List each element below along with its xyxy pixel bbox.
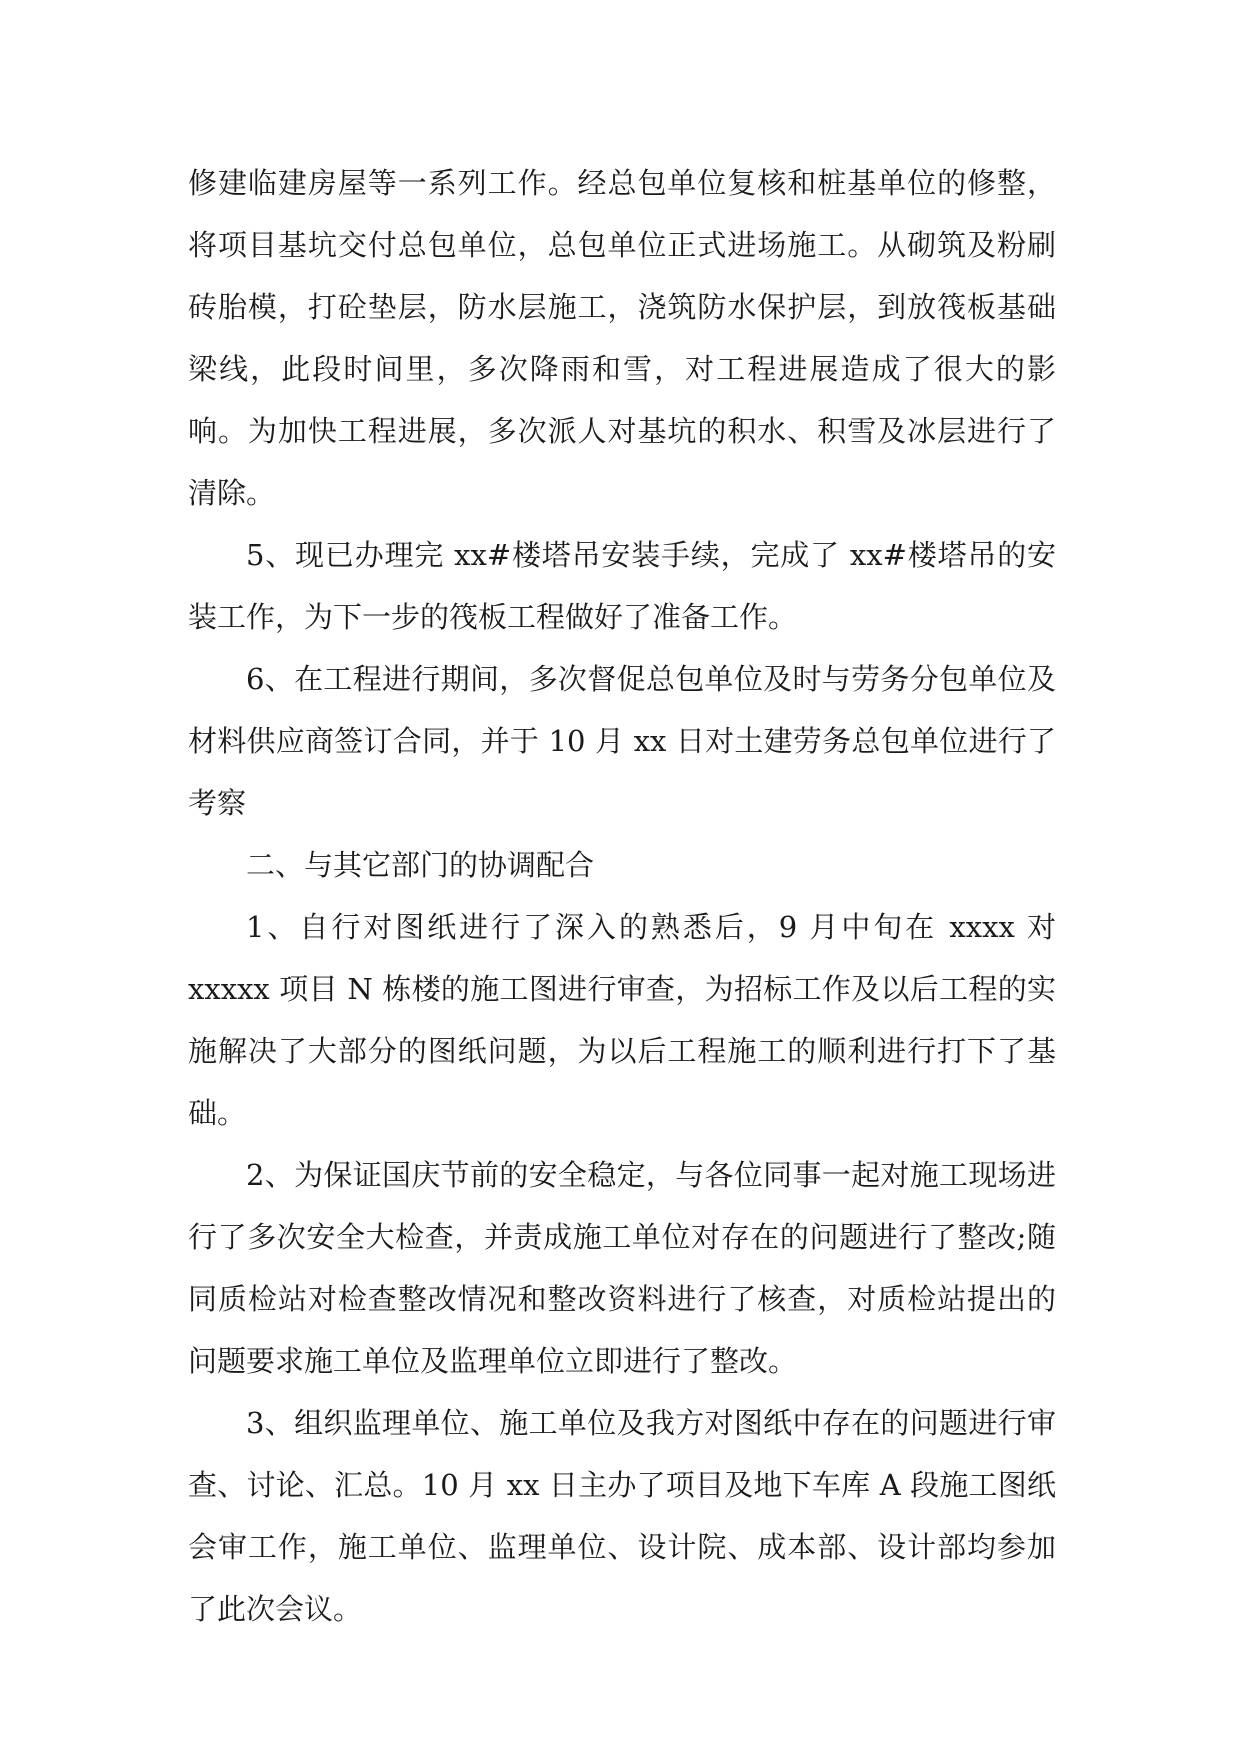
paragraph-item-5: 5、现已办理完 xx#楼塔吊安装手续，完成了 xx#楼塔吊的安装工作，为下一步的筏板工程做好了准备工作。 bbox=[188, 538, 1056, 634]
paragraph-sub-item-2: 2、为保证国庆节前的安全稳定，与各位同事一起对施工现场进行了多次安全大检查，并责成施工单位对存在的问题进行了整改;随同质检站对检查整改情况和整改资料进行了核查，对质检站提出的问题要求施工单位及监理单位立即进行了整改。 bbox=[188, 1158, 1056, 1378]
paragraph-sub-item-1: 1、自行对图纸进行了深入的熟悉后，9 月中旬在 xxxx 对 xxxxx 项目 N 栋楼的施工图进行审查，为招标工作及以后工程的实施解决了大部分的图纸问题，为以后工程施工的顺利进行打下了基础。 bbox=[188, 910, 1056, 1130]
section-heading-coordination: 二、与其它部门的协调配合 bbox=[246, 848, 595, 882]
paragraph-sub-item-3: 3、组织监理单位、施工单位及我方对图纸中存在的问题进行审查、讨论、汇总。10 月 xx 日主办了项目及地下车库 A 段施工图纸会审工作，施工单位、监理单位、设计院、成本部、设计部均参加了此次会议。 bbox=[188, 1406, 1056, 1626]
paragraph-item-6: 6、在工程进行期间，多次督促总包单位及时与劳务分包单位及材料供应商签订合同，并于 10 月 xx 日对土建劳务总包单位进行了考察 bbox=[188, 662, 1056, 820]
paragraph-continued: 修建临建房屋等一系列工作。经总包单位复核和桩基单位的修整，将项目基坑交付总包单位，总包单位正式进场施工。从砌筑及粉刷砖胎模，打砼垫层，防水层施工，浇筑防水保护层，到放筏板基础梁线，此段时间里，多次降雨和雪，对工程进展造成了很大的影响。为加快工程进展，多次派人对基坑的积水、积雪及冰层进行了清除。 bbox=[188, 166, 1056, 510]
document-body bbox=[188, 152, 1056, 1640]
